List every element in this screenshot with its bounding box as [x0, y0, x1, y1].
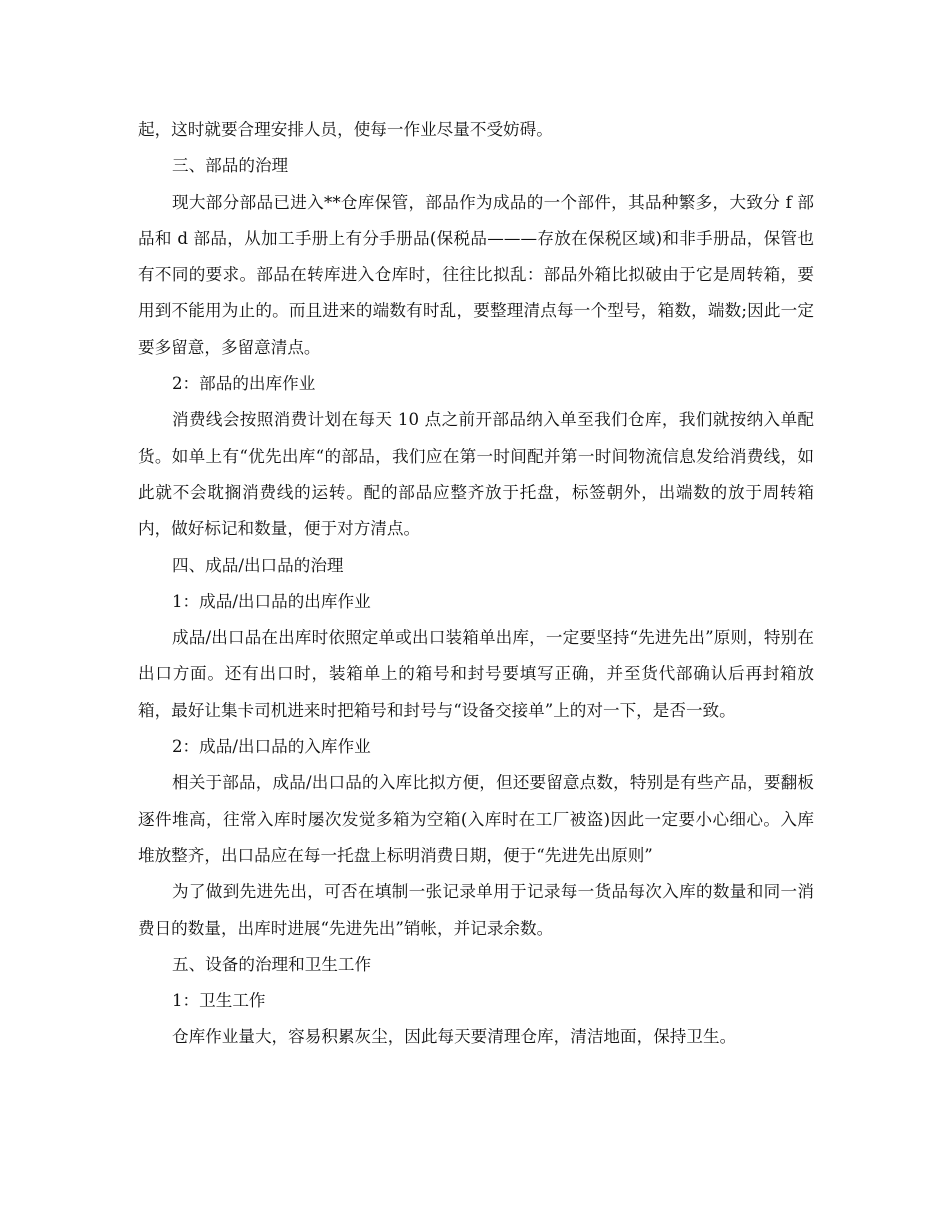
- subheading-parts-outbound: 2：部品的出库作业: [172, 374, 316, 394]
- paragraph-hygiene-work: 仓库作业量大，容易积累灰尘，因此每天要清理仓库，清洁地面，保持卫生。: [172, 1027, 737, 1047]
- paragraph-parts-outbound: 消费线会按照消费计划在每天 10 点之前开部品纳入单至我们仓库，我们就按纳入单配货。如单上有“优先出库“的部品，我们应在第一时间配并第一时间物流信息发给消费线，如此就不会耽搁消费线的运转。配的部品应整齐放于托盘，标签朝外，出端数的放于周转箱内，做好标记和数量，便于对方清点。: [138, 410, 814, 539]
- paragraph-finished-goods-outbound: 成品/出口品在出库时依照定单或出口装箱单出库，一定要坚持“先进先出”原则，特别在出口方面。还有出口时，装箱单上的箱号和封号要填写正确，并至货代部确认后再封箱放箱，最好让集卡司机进来时把箱号和封号与“设备交接单”上的对一下，是否一致。: [138, 628, 814, 720]
- subheading-finished-goods-inbound: 2：成品/出口品的入库作业: [172, 737, 371, 757]
- subheading-finished-goods-outbound: 1：成品/出口品的出库作业: [172, 591, 371, 611]
- paragraph-continuation: 起，这时就要合理安排人员，使每一作业尽量不受妨碍。: [138, 120, 553, 139]
- paragraph-finished-goods-inbound: 相关于部品，成品/出口品的入库比拟方便，但还要留意点数，特别是有些产品，要翻板逐件堆高，往常入库时屡次发觉多箱为空箱(入库时在工厂被盗)因此一定要小心细心。入库堆放整齐，出口品应在每一托盘上标明消费日期，便于“先进先出原则”: [138, 773, 814, 865]
- paragraph-fifo-record: 为了做到先进先出，可否在填制一张记录单用于记录每一货品每次入库的数量和同一消费日的数量，出库时进展“先进先出”销帐，并记录余数。: [138, 882, 814, 938]
- section-heading-finished-goods: 四、成品/出口品的治理: [172, 555, 344, 575]
- paragraph-parts-overview: 现大部分部品已进入**仓库保管，部品作为成品的一个部件，其品种繁多，大致分 f 部品和 d 部品，从加工手册上有分手册品(保税品———存放在保税区域)和非手册品，保管也有不同的要求。部品在转库进入仓库时，往往比拟乱：部品外箱比拟破由于它是周转箱，要用到不能用为止的。而且进来的端数有时乱，要整理清点每一个型号，箱数，端数;因此一定要多留意，多留意清点。: [138, 192, 814, 357]
- section-heading-parts-management: 三、部品的治理: [172, 156, 289, 176]
- section-heading-equipment-hygiene: 五、设备的治理和卫生工作: [172, 954, 372, 974]
- document-page: [138, 112, 814, 1056]
- subheading-hygiene-work: 1：卫生工作: [172, 991, 266, 1011]
